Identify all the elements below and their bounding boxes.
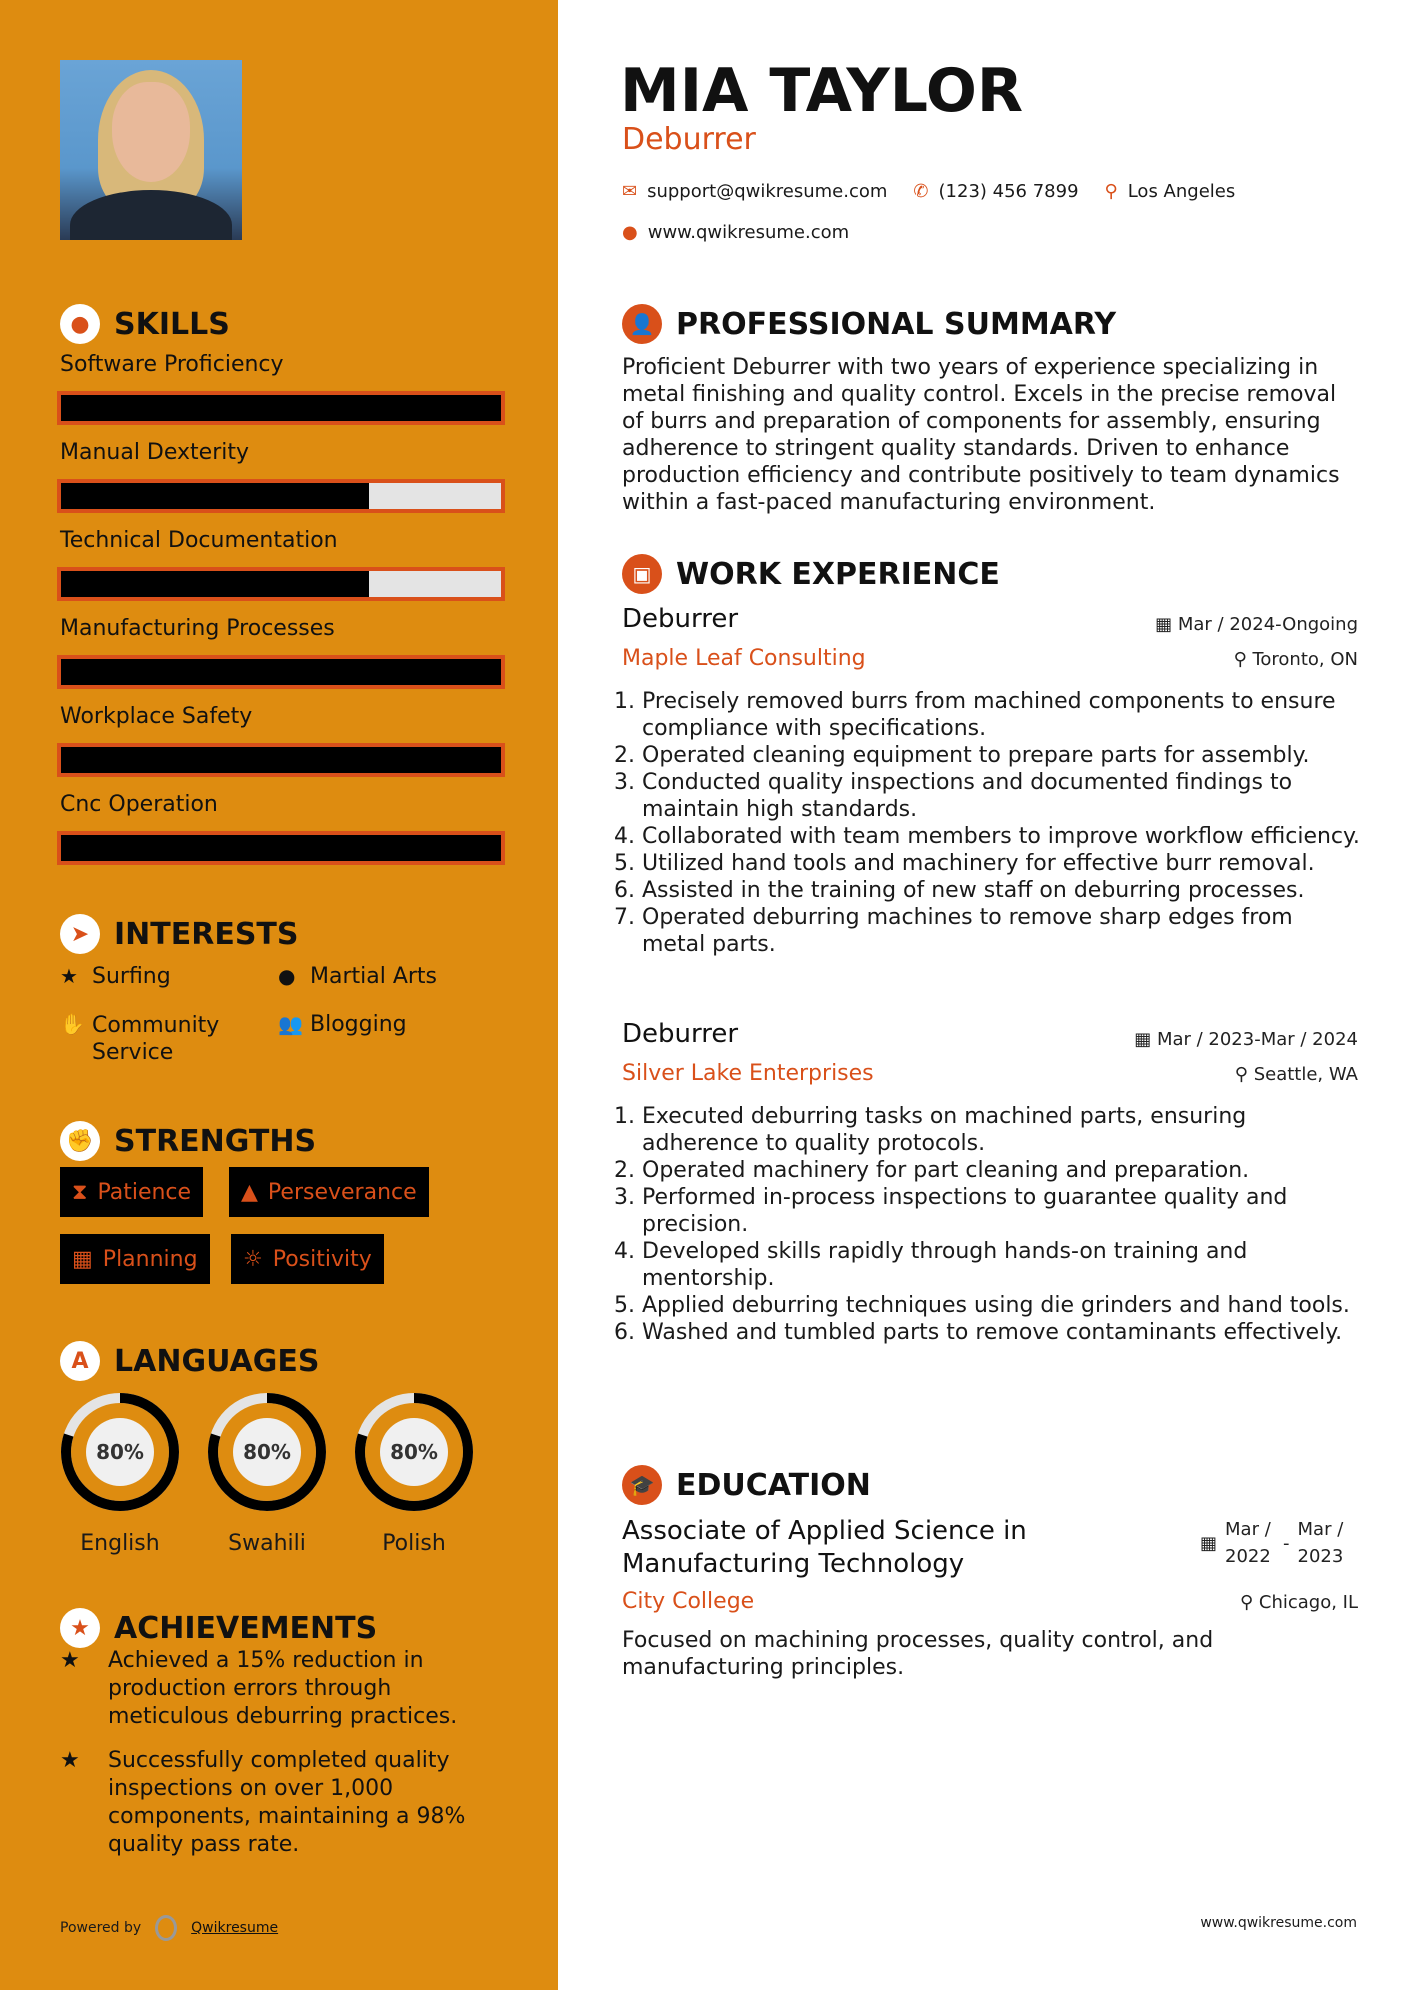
phone[interactable]: (123) 456 7899 — [938, 181, 1079, 202]
job-location: ⚲ Seattle, WA — [1234, 1064, 1358, 1085]
strengths-heading: ✊ STRENGTHS — [60, 1121, 316, 1161]
footer-website[interactable]: www.qwikresume.com — [1200, 1915, 1357, 1931]
hand-icon: ✋ — [60, 1012, 85, 1036]
language-percent: 80% — [243, 1440, 291, 1464]
pin-icon: ⚲ — [1239, 1592, 1259, 1613]
education-location: ⚲ Chicago, IL — [1239, 1592, 1358, 1613]
phone-icon: ✆ — [913, 181, 929, 202]
skill-bar — [57, 831, 505, 865]
degree: Associate of Applied Science in Manufacturing Technology — [622, 1516, 1027, 1579]
powered-by: Powered by Qwikresume — [60, 1915, 278, 1941]
language-item — [353, 1391, 475, 1556]
interest-item: 👥 Blogging — [278, 1012, 407, 1037]
job-dates: ▦ Mar / 2024-Ongoing — [1155, 614, 1358, 635]
achievement-item: ★ Successfully completed quality inspections on over 1,000 components, maintaining a 98% quality pass rate. — [60, 1748, 466, 1857]
calendar-icon: ▦ — [1155, 614, 1178, 635]
job-bullet: 4. Collaborated with team members to improve workflow efficiency. — [642, 823, 1362, 850]
graduation-cap-icon: 🎓 — [622, 1465, 662, 1505]
job-bullet: 6. Washed and tumbled parts to remove contaminants effectively. — [642, 1319, 1362, 1346]
job-bullet: 3. Conducted quality inspections and documented findings to maintain high standards. — [642, 769, 1362, 823]
interests-heading: ➤ INTERESTS — [60, 914, 299, 954]
strength-tag: ☼ Positivity — [231, 1234, 384, 1284]
job-bullet: 1. Precisely removed burrs from machined components to ensure compliance with specifications. — [642, 688, 1362, 742]
languages-heading: A LANGUAGES — [60, 1341, 319, 1381]
job-bullet: 7. Operated deburring machines to remove sharp edges from metal parts. — [642, 904, 1362, 958]
paper-plane-icon: ➤ — [60, 914, 100, 954]
job-title: Deburrer — [622, 122, 756, 157]
school: City College — [622, 1589, 755, 1614]
language-ring — [206, 1391, 328, 1513]
job-bullet: 3. Performed in-process inspections to guarantee quality and precision. — [642, 1184, 1362, 1238]
user-icon: 👤 — [622, 304, 662, 344]
star-badge-icon: ★ — [60, 1608, 100, 1648]
star-icon: ★ — [60, 964, 78, 988]
skill-bar-fill — [61, 835, 501, 861]
experience-heading: ▣ WORK EXPERIENCE — [622, 554, 1000, 594]
education-dates: ▦ Mar / 2022 - Mar / 2023 — [1200, 1519, 1344, 1567]
contact-row — [622, 181, 1235, 202]
language-item — [206, 1391, 328, 1556]
summary-text: Proficient Deburrer with two years of experience specializing in metal finishing and quality control. Excels in the precise removal of burrs and preparation of components for assembly, ensuring adherence to stringent quality standards. Driven to enhance production efficiency and contribute positively to team dynamics within a fast-paced manufacturing environment. — [622, 355, 1340, 515]
location: Los Angeles — [1127, 181, 1236, 202]
job-bullet: 1. Executed deburring tasks on machined parts, ensuring adherence to quality protocols. — [642, 1103, 1362, 1157]
calendar-icon: ▦ — [72, 1246, 93, 1272]
job-bullet: 6. Assisted in the training of new staff on deburring processes. — [642, 877, 1362, 904]
skill-label: Technical Documentation — [60, 528, 338, 553]
pin-icon: ⚲ — [1233, 649, 1253, 670]
skills-heading: ● SKILLS — [60, 304, 230, 344]
language-percent: 80% — [96, 1440, 144, 1464]
job-bullet: 5. Utilized hand tools and machinery for effective burr removal. — [642, 850, 1362, 877]
job-bullets — [622, 688, 1362, 958]
briefcase-icon: ▣ — [622, 554, 662, 594]
skill-bar — [57, 479, 505, 513]
skill-bar — [57, 567, 505, 601]
job-location: ⚲ Toronto, ON — [1233, 649, 1358, 670]
job-bullet: 5. Applied deburring techniques using die grinders and hand tools. — [642, 1292, 1362, 1319]
strength-tag: ▲ Perseverance — [229, 1167, 429, 1217]
globe-icon: ● — [278, 964, 296, 988]
job-bullet: 2. Operated cleaning equipment to prepare parts for assembly. — [642, 742, 1362, 769]
skill-bar-fill — [61, 483, 369, 509]
language-name: Swahili — [228, 1531, 306, 1556]
strength-tag: ▦ Planning — [60, 1234, 210, 1284]
email-icon: ✉ — [622, 181, 638, 202]
job-bullet: 2. Operated machinery for part cleaning and preparation. — [642, 1157, 1362, 1184]
language-name: English — [80, 1531, 160, 1556]
interest-item: ★ Surfing — [60, 964, 171, 989]
qwikresume-link[interactable]: Qwikresume — [191, 1920, 279, 1936]
language-item — [59, 1391, 181, 1556]
calendar-icon: ▦ — [1134, 1029, 1157, 1050]
skill-label: Software Proficiency — [60, 352, 284, 377]
skill-label: Manufacturing Processes — [60, 616, 335, 641]
education-description: Focused on machining processes, quality control, and manufacturing principles. — [622, 1628, 1214, 1680]
skill-label: Cnc Operation — [60, 792, 218, 817]
hourglass-icon: ⧗ — [72, 1179, 88, 1205]
interest-item: ✋ Community Service — [60, 1012, 220, 1065]
website-row — [622, 222, 849, 243]
skill-label: Workplace Safety — [60, 704, 253, 729]
achievement-item: ★ Achieved a 15% reduction in production errors through meticulous deburring practices. — [60, 1648, 458, 1729]
skill-bar-fill — [61, 747, 501, 773]
skill-bar — [57, 391, 505, 425]
education-heading: 🎓 EDUCATION — [622, 1465, 871, 1505]
strength-tag: ⧗ Patience — [60, 1167, 203, 1217]
users-icon: 👥 — [278, 1012, 303, 1036]
shooting-star-icon: ★ — [60, 1748, 80, 1773]
email[interactable]: support@qwikresume.com — [647, 181, 888, 202]
website[interactable]: www.qwikresume.com — [647, 222, 850, 243]
language-ring — [353, 1391, 475, 1513]
sun-icon: ☼ — [243, 1246, 263, 1272]
skill-bar-fill — [61, 395, 501, 421]
job-bullet: 4. Developed skills rapidly through hands-on training and mentorship. — [642, 1238, 1362, 1292]
job-bullets — [622, 1103, 1362, 1346]
company-name: Maple Leaf Consulting — [622, 646, 866, 671]
road-icon: ▲ — [241, 1179, 258, 1205]
skill-bar-fill — [61, 659, 501, 685]
job-dates: ▦ Mar / 2023-Mar / 2024 — [1134, 1029, 1358, 1050]
fist-icon: ✊ — [60, 1121, 100, 1161]
skill-bar-fill — [61, 571, 369, 597]
calendar-icon: ▦ — [1200, 1532, 1218, 1554]
candidate-name: MIA TAYLOR — [620, 56, 1024, 126]
profile-photo — [60, 60, 242, 240]
language-name: Polish — [382, 1531, 446, 1556]
skill-bar — [57, 655, 505, 689]
globe-icon: ● — [622, 222, 638, 243]
skill-label: Manual Dexterity — [60, 440, 250, 465]
job-role: Deburrer — [622, 1019, 739, 1049]
translate-icon: A — [60, 1341, 100, 1381]
language-percent: 80% — [390, 1440, 438, 1464]
shooting-star-icon: ★ — [60, 1648, 80, 1673]
company-name: Silver Lake Enterprises — [622, 1061, 874, 1086]
qwikresume-logo-icon — [155, 1915, 177, 1941]
job-role: Deburrer — [622, 604, 739, 634]
achievements-heading: ★ ACHIEVEMENTS — [60, 1608, 377, 1648]
skill-bar — [57, 743, 505, 777]
location-pin-icon: ⚲ — [1104, 181, 1118, 202]
lightbulb-icon: ● — [60, 304, 100, 344]
summary-heading: 👤 PROFESSIONAL SUMMARY — [622, 304, 1116, 344]
language-ring — [59, 1391, 181, 1513]
pin-icon: ⚲ — [1234, 1064, 1254, 1085]
interest-item: ● Martial Arts — [278, 964, 438, 989]
